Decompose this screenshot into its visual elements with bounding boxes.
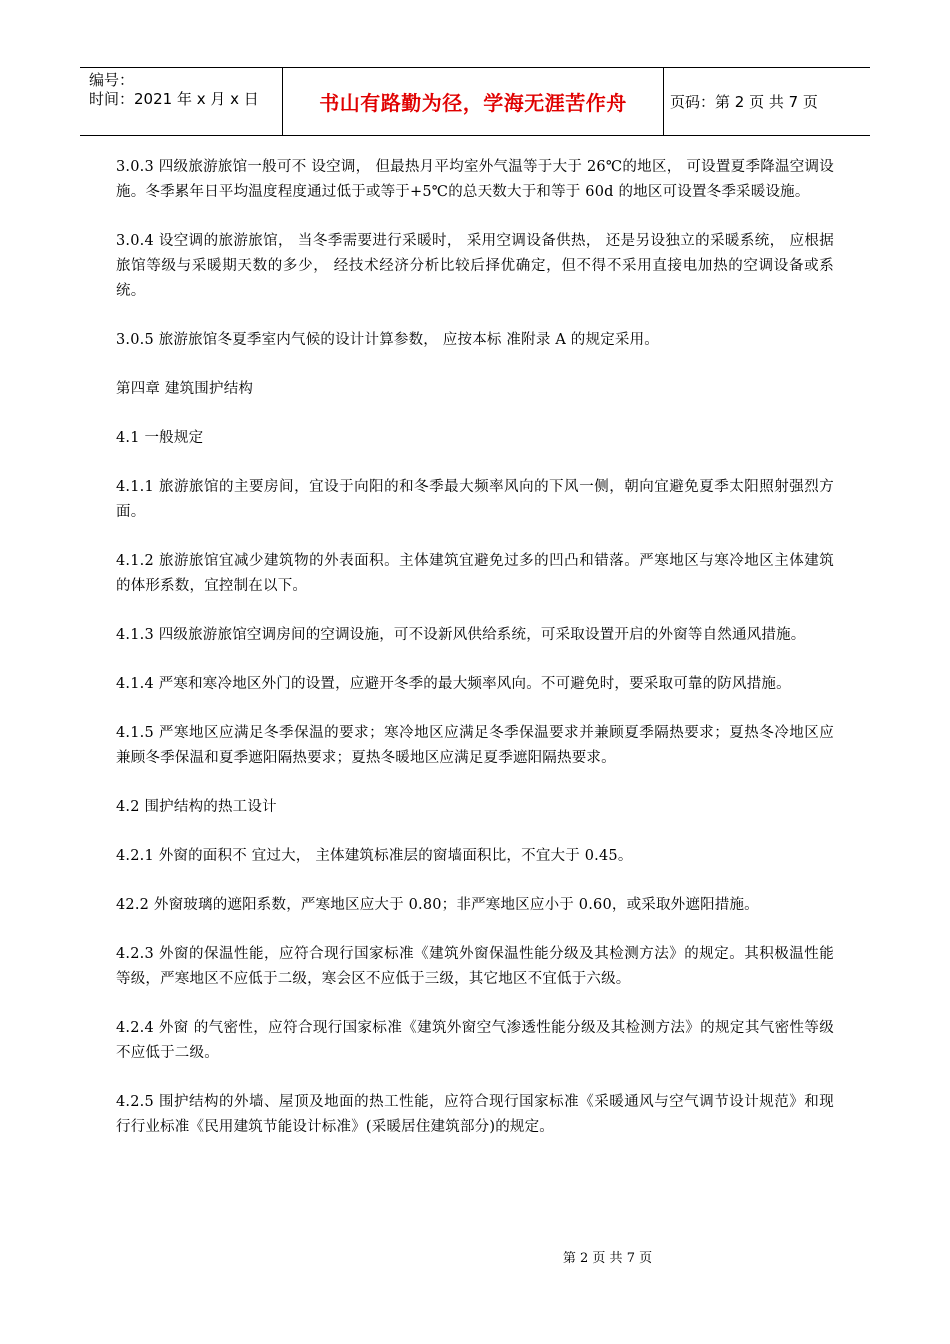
header-motto: 书山有路勤为径，学海无涯苦作舟 bbox=[283, 68, 664, 136]
footer-page-number: 第 2 页 共 7 页 bbox=[562, 1251, 653, 1266]
paragraph-4-2-1: 4.2.1 外窗的面积不 宜过大， 主体建筑标准层的窗墙面积比，不宜大于 0.45。 bbox=[116, 848, 633, 864]
paragraph-3-0-3: 3.0.3 四级旅游旅馆一般可不 设空调， 但最热月平均室外气温等于大于 26℃的地区， 可设置夏季降温空调设施。冬季累年日平均温度程度通过低于或等于+5℃的总天数大于和等于 60d 的地区可设置冬季采暖设施。 bbox=[116, 159, 834, 200]
paragraph-4-1-3: 4.1.3 四级旅游旅馆空调房间的空调设施，可不设新风供给系统，可采取设置开启的外窗等自然通风措施。 bbox=[116, 627, 806, 643]
document-body bbox=[116, 155, 834, 1164]
section-heading-4-2: 4.2 围护结构的热工设计 bbox=[116, 799, 277, 815]
chapter-heading: 第四章 建筑围护结构 bbox=[116, 381, 254, 397]
paragraph-3-0-4: 3.0.4 设空调的旅游旅馆， 当冬季需要进行采暖时， 采用空调设备供热， 还是另设独立的采暖系统， 应根据旅馆等级与采暖期天数的多少， 经技术经济分析比较后择优确定，但不得不采用直接电加热的空调设备或系统。 bbox=[116, 233, 834, 299]
paragraph-4-1-1: 4.1.1 旅游旅馆的主要房间，宜设于向阳的和冬季最大频率风向的下风一侧，朝向宜避免夏季太阳照射强烈方面。 bbox=[116, 479, 834, 520]
paragraph-4-2-2: 42.2 外窗玻璃的遮阳系数，严寒地区应大于 0.80；非严寒地区应小于 0.60，或采取外遮阳措施。 bbox=[116, 897, 759, 913]
paragraph-4-1-2: 4.1.2 旅游旅馆宜减少建筑物的外表面积。主体建筑宜避免过多的凹凸和错落。严寒地区与寒冷地区主体建筑的体形系数，宜控制在以下。 bbox=[116, 553, 834, 594]
paragraph-4-1-4: 4.1.4 严寒和寒冷地区外门的设置，应避开冬季的最大频率风向。不可避免时，要采取可靠的防风措施。 bbox=[116, 676, 791, 692]
paragraph-4-2-3: 4.2.3 外窗的保温性能，应符合现行国家标准《建筑外窗保温性能分级及其检测方法》的规定。其积极温性能等级，严寒地区不应低于二级，寒会区不应低于三级，其它地区不宜低于六级。 bbox=[116, 946, 834, 987]
document-header bbox=[80, 67, 870, 136]
header-page-label: 页码：第 2 页 共 7 页 bbox=[664, 68, 871, 136]
section-heading-4-1: 4.1 一般规定 bbox=[116, 430, 204, 446]
paragraph-4-2-5: 4.2.5 围护结构的外墙、屋顶及地面的热工性能，应符合现行国家标准《采暖通风与空气调节设计规范》和现行行业标准《民用建筑节能设计标准》(采暖居住建筑部分)的规定。 bbox=[116, 1094, 834, 1135]
number-label: 编号： bbox=[89, 71, 135, 89]
paragraph-3-0-5: 3.0.5 旅游旅馆冬夏季室内气候的设计计算参数， 应按本标 准附录 A 的规定采用。 bbox=[116, 332, 660, 348]
paragraph-4-2-4: 4.2.4 外窗 的气密性，应符合现行国家标准《建筑外窗空气渗透性能分级及其检测方法》的规定其气密性等级不应低于二级。 bbox=[116, 1020, 834, 1061]
page-footer bbox=[0, 1247, 950, 1266]
time-label: 时间：2021 年 x 月 x 日 bbox=[89, 90, 259, 108]
paragraph-4-1-5: 4.1.5 严寒地区应满足冬季保温的要求；寒冷地区应满足冬季保温要求并兼顾夏季隔热要求；夏热冬冷地区应兼顾冬季保温和夏季遮阳隔热要求；夏热冬暖地区应满足夏季遮阳隔热要求。 bbox=[116, 725, 834, 766]
header-meta-cell bbox=[80, 68, 283, 136]
